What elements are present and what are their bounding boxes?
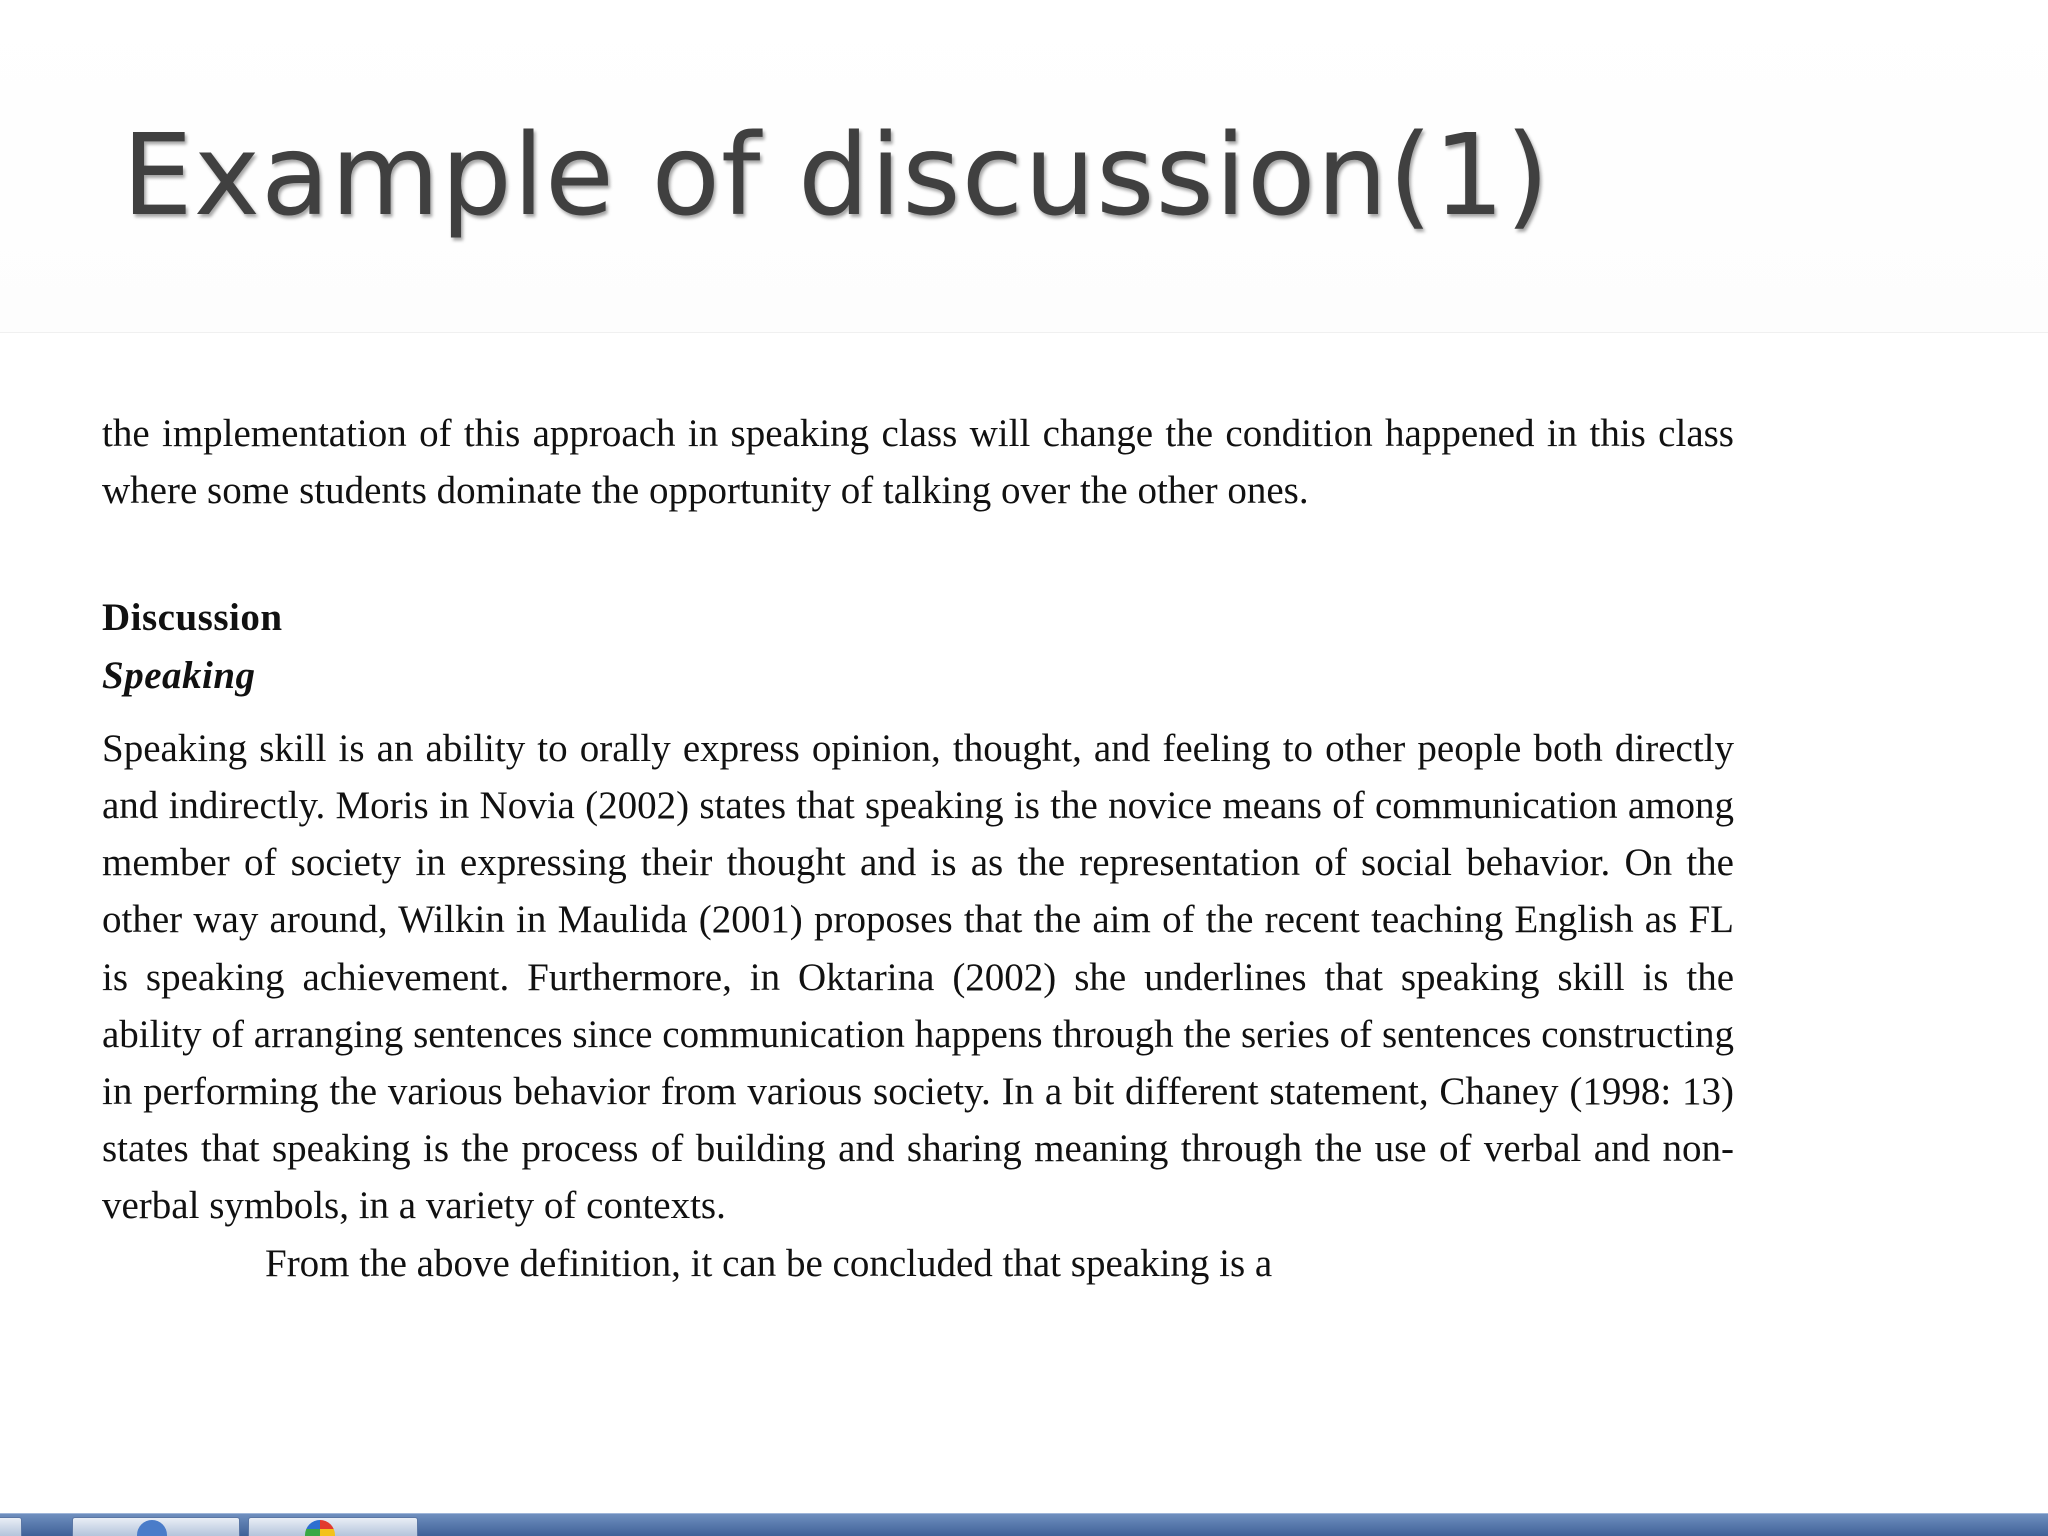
title-band (0, 0, 2048, 333)
taskbar-item-browser[interactable] (248, 1517, 418, 1536)
next-paragraph: From the above definition, it can be concluded that speaking is a (265, 1241, 1273, 1285)
application-icon (137, 1520, 167, 1536)
slide-title: Example of discussion(1) (122, 111, 1551, 241)
document-text (102, 405, 1734, 1292)
browser-icon (305, 1520, 335, 1536)
document-excerpt (0, 333, 2048, 1513)
taskbar-item-application[interactable] (72, 1517, 240, 1536)
intro-paragraph: the implementation of this approach in speaking class will change the condition happened in this class where some students dominate the opportunity of talking over the other ones. (102, 412, 1734, 513)
section-heading: Discussion (102, 596, 283, 640)
body-paragraph: Speaking skill is an ability to orally express opinion, thought, and feeling to other people both directly and indirectly. Moris in Novia (2002) states that speaking is the novice means of communication among member of society in expressing their thought and is as the representation of social behavior. On the other way around, Wilkin in Maulida (2001) proposes that the aim of the recent teaching English as FL is speaking achievement. Furthermore, in Oktarina (2002) she underlines that speaking skill is the ability of arranging sentences since communication happens through the series of sentences constructing in performing the various behavior from various society. In a bit different statement, Chaney (1998: 13) states that speaking is the process of building and sharing meaning through the use of verbal and non-verbal symbols, in a variety of contexts. (102, 726, 1734, 1228)
section-subheading: Speaking (102, 653, 256, 697)
start-button[interactable] (0, 1517, 22, 1536)
taskbar (0, 1513, 2048, 1536)
